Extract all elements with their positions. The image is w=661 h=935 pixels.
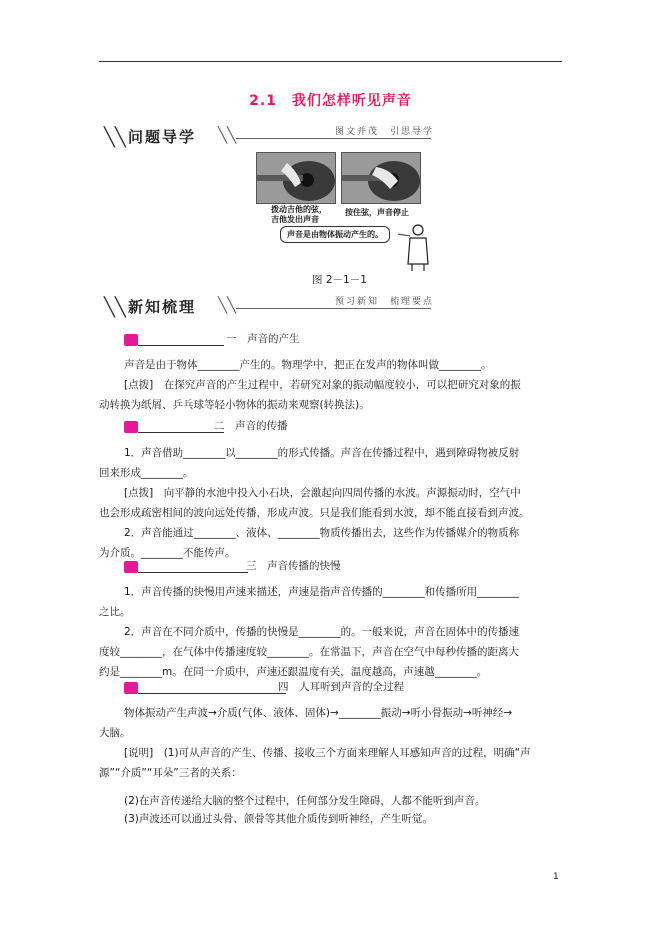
page-number: 1 [553, 872, 559, 882]
section-tag [124, 561, 138, 573]
section-tag [124, 421, 138, 433]
banner-slash-icon: ╲╲ [104, 127, 126, 148]
s3-line-1: 1．声音传播的快慢用声速来描述，声速是指声音传播的________和传播所用________ [124, 586, 520, 598]
section-3-heading [124, 561, 384, 575]
banner-divider-icon: ╲╲ [218, 296, 237, 314]
section-1-title: 一 声音的产生 [226, 333, 300, 345]
figure-left-caption-line1: 拨动吉他的弦， [271, 205, 327, 214]
section-tag [124, 682, 138, 694]
section-4-title: 四 人耳听到声音的全过程 [278, 681, 404, 693]
figure-right-caption: 按住弦，声音停止 [345, 208, 409, 217]
section-tag [124, 334, 138, 346]
s4-line-2: 大脑。 [99, 727, 131, 739]
s3-line-3: 2．声音在不同介质中，传播的快慢是________的。一般来说，声音在固体中的传播速 [124, 626, 520, 638]
s2-line-1: 1．声音借助________以________的形式传播。声音在传播过程中，遇到障碍物被反射 [124, 447, 520, 459]
s3-line-5: 约是________m。在同一介质中，声速还跟温度有关，温度越高，声速越________。 [99, 666, 488, 678]
figure-left-caption [271, 205, 327, 225]
s1-line-2: [点拨] 在探究声音的产生过程中，若研究对象的振动幅度较小，可以把研究对象的振 [124, 379, 521, 391]
section-1-heading [124, 334, 324, 348]
banner-line [236, 138, 431, 139]
s2-line-4: 也会形成疏密相间的波向远处传播，形成声波。只是我们能看到水波，却不能直接看到声波。 [99, 507, 530, 519]
banner-divider-icon: ╲╲ [218, 126, 237, 144]
header-rule [99, 61, 562, 62]
s4-line-1: 物体振动产生声波→介质(气体、液体、固体)→________振动→听小骨振动→听神经→ [124, 707, 513, 719]
s1-line-3: 动转换为纸屑、乒乓球等轻小物体的振动来观察(转换法)。 [99, 399, 370, 411]
section-underline [138, 345, 224, 346]
s4-line-3: [说明] (1)可从声音的产生、传播、接收三个方面来理解人耳感知声音的过程，明确“声 [124, 747, 531, 759]
banner-new-knowledge [104, 294, 434, 320]
section-4-heading [124, 682, 444, 696]
s3-line-4: 度较________，在气体中传播速度较________。在常温下，声音在空气中每秒传播的距离大 [99, 646, 519, 658]
section-underline [138, 693, 286, 694]
section-3-title: 三 声音传播的快慢 [246, 560, 341, 572]
section-underline [138, 432, 224, 433]
banner-line [236, 308, 431, 309]
s3-line-2: 之比。 [99, 606, 131, 618]
banner-slash-icon: ╲╲ [104, 297, 126, 318]
guitar-photo-right [341, 152, 421, 204]
page-title: 2.1 我们怎样听见声音 [249, 93, 412, 109]
s4-line-4: 源”“介质”“耳朵”三者的关系： [99, 767, 242, 779]
guitar-strum-illustration [257, 153, 335, 203]
banner-problem-guide [104, 124, 434, 150]
s2-line-3: [点拨] 向平静的水池中投入小石块，会激起向四周传播的水波。声源振动时，空气中 [124, 487, 521, 499]
s1-line-1: 声音是由于物体________产生的。物理学中，把正在发声的物体叫做________。 [124, 359, 492, 371]
teacher-figure-icon [398, 222, 434, 272]
banner-label: 问题导学 [128, 128, 197, 146]
section-2-title: 二 声音的传播 [214, 420, 288, 432]
banner-label: 新知梳理 [128, 298, 197, 316]
guitar-photo-left [256, 152, 336, 204]
s4-line-6: (3)声波还可以通过头骨、颌骨等其他介质传到听神经，产生听觉。 [124, 813, 433, 825]
s4-line-5: (2)在声音传递给大脑的整个过程中，任何部分发生障碍，人都不能听到声音。 [124, 795, 486, 807]
figure-left-caption-line2: 吉他发出声音 [271, 215, 319, 224]
s2-line-6: 为介质。________不能传声。 [99, 547, 236, 559]
s2-line-2: 回来形成________。 [99, 467, 194, 479]
s2-line-5: 2．声音能通过________、液体、________物质传播出去，这些作为传播媒介的物质称 [124, 527, 520, 539]
figure-caption: 图 2－1－1 [312, 274, 367, 286]
section-underline [138, 572, 248, 573]
banner-subtitle: 预习新知 梳理要点 [334, 297, 434, 307]
speech-bubble: 声音是由物体振动产生的。 [280, 226, 390, 243]
guitar-mute-illustration [342, 153, 420, 203]
banner-subtitle: 图文并茂 引思导学 [334, 127, 434, 137]
section-2-heading [124, 421, 324, 435]
